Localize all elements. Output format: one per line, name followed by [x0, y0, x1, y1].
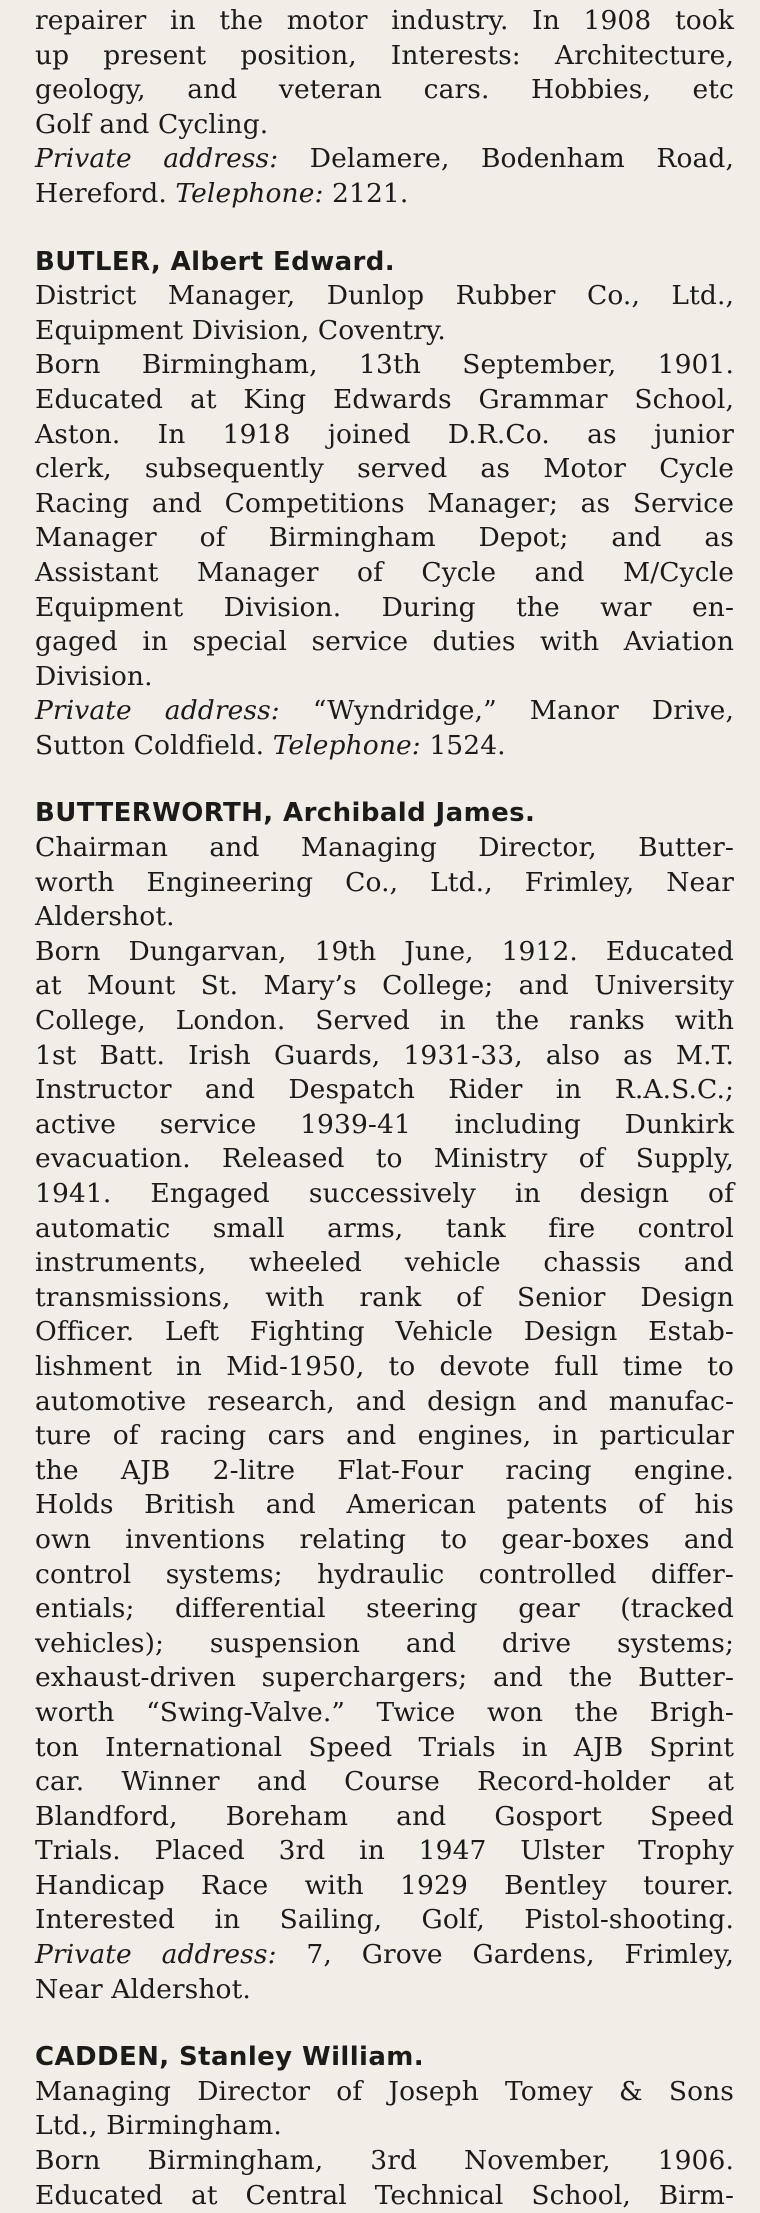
entry-heading [35, 796, 734, 831]
body-line: Equipment Division. During the war en- [35, 591, 734, 623]
body-line: Ltd., Birmingham. [35, 2110, 282, 2142]
address-line [35, 694, 734, 729]
body-line: 1941. Engaged successively in design of [35, 1178, 734, 1209]
body-line: Holds British and American patents of his [35, 1489, 734, 1521]
address-text: Near Aldershot. [35, 1973, 251, 2005]
entry-heading [35, 2040, 734, 2075]
body-line: Division. [35, 660, 153, 692]
entry-spacer [35, 2007, 734, 2040]
body-line: own inventions relating to gear-boxes and [35, 1523, 734, 1555]
body-line: Aston. In 1918 joined D.R.Co. as junior [35, 418, 734, 450]
body-line: repairer in the motor industry. In 1908 took [35, 5, 734, 36]
body-line: automotive research, and design and manufac- [35, 1385, 734, 1417]
entry-butler [35, 245, 734, 764]
body-line: Officer. Left Fighting Vehicle Design Estab- [35, 1316, 734, 1348]
address-line [35, 1938, 734, 1973]
body-line: lishment in Mid-1950, to devote full time to [35, 1350, 734, 1382]
body-line: Born Birmingham, 13th September, 1901. [35, 349, 734, 381]
address-label: Private address: [35, 695, 280, 727]
body-line: exhaust-driven superchargers; and the Butter- [35, 1662, 734, 1694]
address-label: Private address: [35, 143, 279, 175]
body-line: District Manager, Dunlop Rubber Co., Ltd., [35, 280, 734, 312]
body-line: Golf and Cycling. [35, 108, 269, 140]
address-text: “Wyndridge,” Manor Drive, [279, 695, 734, 727]
telephone-label: Telephone: [175, 177, 324, 209]
body-line: control systems; hydraulic controlled differ- [35, 1558, 734, 1590]
body-line: Chairman and Managing Director, Butter- [35, 832, 734, 864]
body-line: 1st Batt. Irish Guards, 1931-33, also as M.T. [35, 1039, 734, 1071]
body-line: transmissions, with rank of Senior Design [35, 1281, 734, 1313]
body-line: Trials. Placed 3rd in 1947 Ulster Trophy [35, 1835, 734, 1867]
address-text: Delamere, Bodenham Road, [278, 143, 734, 175]
entry-cadden [35, 2040, 734, 2213]
telephone-number: 1524. [420, 729, 506, 761]
address-line [35, 177, 734, 212]
address-line [35, 142, 734, 177]
body-line: car. Winner and Course Record-holder at [35, 1766, 734, 1798]
body-line: instruments, wheeled vehicle chassis and [35, 1247, 734, 1279]
body-line: clerk, subsequently served as Motor Cycle [35, 453, 734, 485]
entry-butterworth [35, 796, 734, 2007]
entry-surname: CADDEN, [35, 2042, 170, 2073]
body-line: Born Dungarvan, 19th June, 1912. Educated [35, 935, 734, 967]
body-line: at Mount St. Mary’s College; and University [35, 970, 734, 1002]
address-text: Sutton Coldfield. [35, 729, 273, 761]
entry-spacer [35, 763, 734, 796]
body-line: the AJB 2-litre Flat-Four racing engine. [35, 1454, 734, 1486]
body-line: worth Engineering Co., Ltd., Frimley, Near [35, 866, 734, 898]
entry-forenames: Archibald James. [283, 798, 536, 829]
body-line: Born Birmingham, 3rd November, 1906. [35, 2145, 734, 2177]
body-line: Assistant Manager of Cycle and M/Cycle [35, 556, 734, 588]
body-line: gaged in special service duties with Aviation [35, 626, 734, 658]
body-line: Instructor and Despatch Rider in R.A.S.C.; [35, 1074, 734, 1106]
body-line: up present position, Interests: Architecture, [35, 39, 734, 71]
body-line: Equipment Division, Coventry. [35, 314, 446, 346]
body-line: worth “Swing-Valve.” Twice won the Brigh- [35, 1696, 734, 1728]
body-line: vehicles); suspension and drive systems; [35, 1627, 734, 1659]
body-line: Handicap Race with 1929 Bentley tourer. [35, 1869, 734, 1901]
body-line: Educated at Central Technical School, Birm- [35, 2179, 734, 2211]
body-line: evacuation. Released to Ministry of Supply, [35, 1143, 734, 1175]
body-line: Manager of Birmingham Depot; and as [35, 522, 734, 554]
address-line [35, 1973, 734, 2008]
body-line: Aldershot. [35, 901, 175, 933]
body-line: automatic small arms, tank fire control [35, 1212, 734, 1244]
body-line: Interested in Sailing, Golf, Pistol-shooting. [35, 1904, 734, 1936]
body-line: ture of racing cars and engines, in particular [35, 1420, 734, 1452]
entry-surname: BUTLER, [35, 246, 162, 277]
address-text: Hereford. [35, 177, 176, 209]
entry-continuation [35, 4, 734, 212]
body-line: active service 1939-41 including Dunkirk [35, 1108, 734, 1140]
address-line [35, 729, 734, 764]
body-line: geology, and veteran cars. Hobbies, etc [35, 74, 734, 106]
address-text: 7, Grove Gardens, Frimley, [276, 1939, 734, 1971]
body-line: Racing and Competitions Manager; as Service [35, 487, 734, 519]
address-label: Private address: [35, 1939, 277, 1971]
body-line: College, London. Served in the ranks with [35, 1005, 734, 1037]
body-line: Blandford, Boreham and Gosport Speed [35, 1800, 734, 1832]
body-line: entials; differential steering gear (tracked [35, 1593, 734, 1625]
entry-heading [35, 245, 734, 280]
body-line: ton International Speed Trials in AJB Sprint [35, 1731, 734, 1763]
entry-surname: BUTTERWORTH, [35, 798, 274, 829]
telephone-number: 2121. [323, 177, 409, 209]
entry-forenames: Albert Edward. [170, 246, 396, 277]
body-line: Educated at King Edwards Grammar School, [35, 383, 734, 415]
telephone-label: Telephone: [272, 729, 421, 761]
entry-forenames: Stanley William. [179, 2042, 425, 2073]
entry-spacer [35, 212, 734, 245]
body-line: Managing Director of Joseph Tomey & Sons [35, 2075, 734, 2107]
